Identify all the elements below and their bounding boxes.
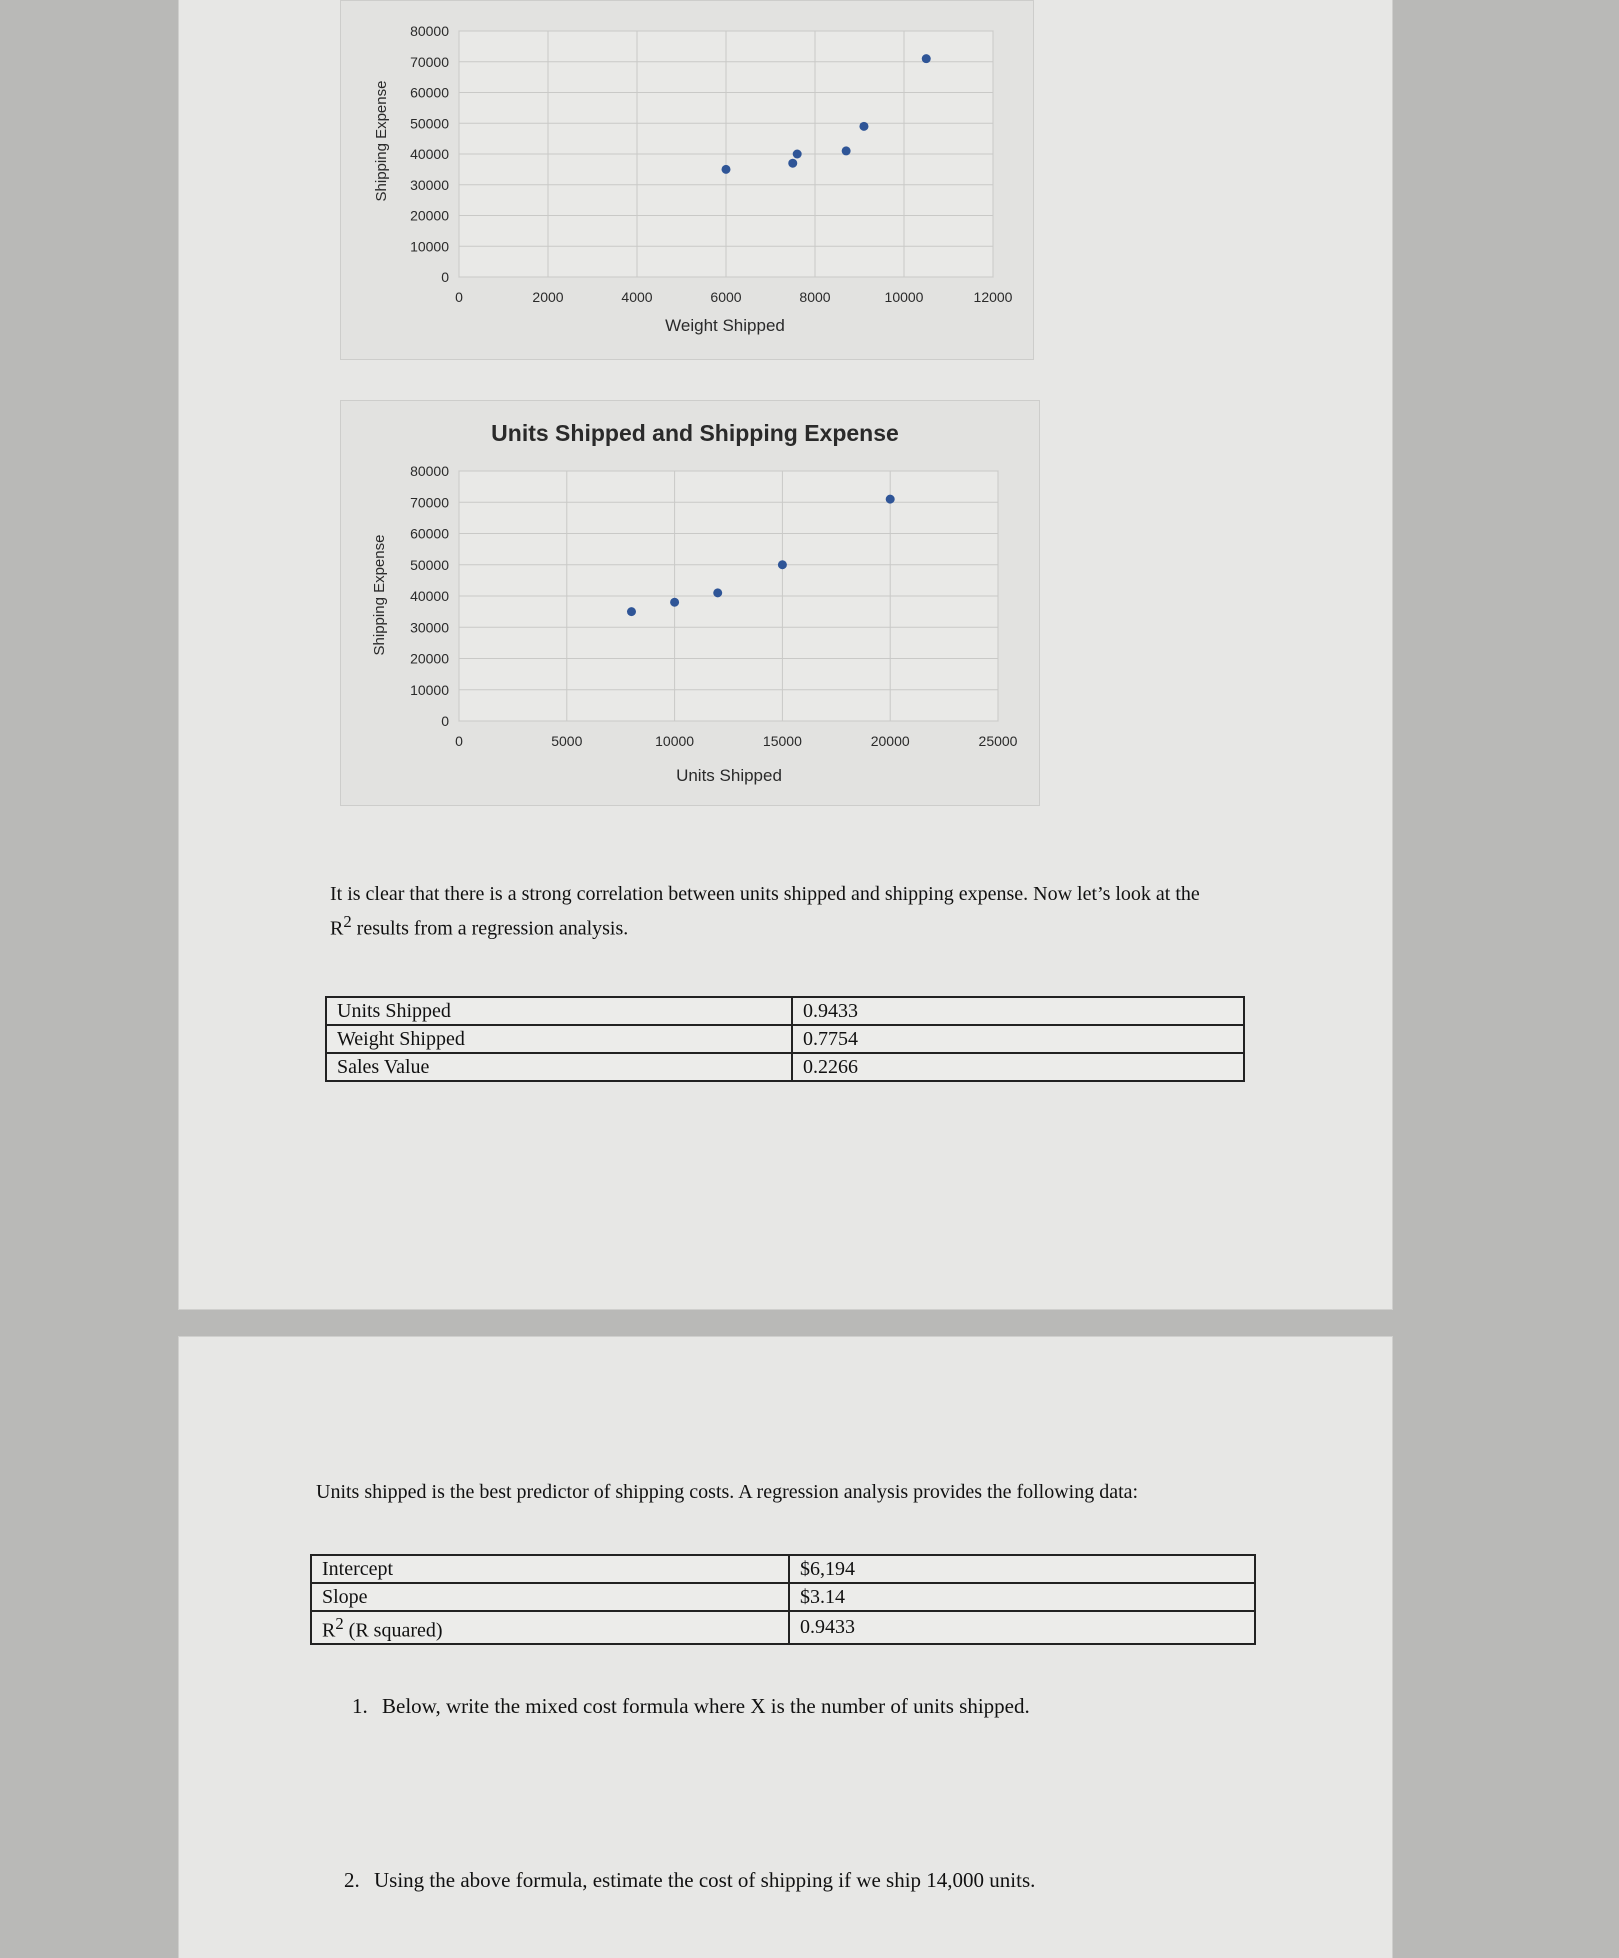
table-row [326, 1053, 1244, 1081]
superscript: 2 [343, 912, 352, 931]
y-tick-label: 80000 [410, 23, 449, 39]
paragraph-text-end: results from a regression analysis. [351, 917, 629, 940]
table-cell-label: Weight Shipped [326, 1025, 792, 1053]
table-cell-value: 0.9433 [792, 997, 1244, 1025]
data-point [793, 150, 802, 159]
y-tick-label: 10000 [410, 238, 449, 255]
data-point [722, 165, 731, 174]
x-tick-label: 0 [455, 733, 463, 749]
y-tick-label: 50000 [410, 556, 449, 573]
predictor-paragraph: Units shipped is the best predictor of shipping costs. A regression analysis provides the following data: [316, 1481, 1139, 1503]
question-text: Using the above formula, estimate the cost of shipping if we ship 14,000 units. [374, 1868, 1036, 1892]
data-point [778, 560, 787, 569]
y-tick-label: 40000 [410, 146, 449, 162]
table-cell-value: 0.7754 [792, 1025, 1244, 1053]
y-tick-label: 20000 [410, 207, 449, 224]
data-point [859, 122, 868, 131]
r-letter: R [322, 1619, 336, 1642]
x-axis-label: Weight Shipped [665, 316, 785, 335]
y-tick-label: 20000 [410, 650, 449, 667]
y-axis-label: Shipping Expense [371, 534, 388, 656]
x-tick-label: 20000 [870, 733, 910, 749]
x-tick-label: 15000 [762, 733, 802, 749]
y-tick-label: 30000 [410, 619, 449, 636]
y-tick-label: 80000 [410, 463, 449, 479]
x-tick-label: 6000 [710, 289, 742, 305]
r-squared-table [325, 996, 1245, 1082]
table-cell-label: Intercept [311, 1555, 789, 1583]
y-tick-label: 60000 [410, 84, 449, 101]
page-sheet-lower [178, 1336, 1393, 1958]
x-tick-label: 10000 [655, 733, 695, 749]
y-axis-label: Shipping Expense [373, 80, 390, 202]
table-cell-value: $3.14 [789, 1583, 1255, 1611]
y-tick-label: 60000 [410, 525, 449, 542]
table-row [311, 1555, 1255, 1583]
weight-shipped-chart [340, 0, 1034, 360]
table-cell-value: 0.9433 [789, 1611, 1255, 1644]
x-tick-label: 2000 [532, 289, 564, 305]
y-tick-label: 30000 [410, 176, 449, 193]
y-tick-label: 0 [441, 713, 449, 729]
table-cell-label: Sales Value [326, 1053, 792, 1081]
question-2 [344, 1868, 1035, 1893]
regression-table [310, 1554, 1256, 1645]
data-point [627, 607, 636, 616]
table-cell-value: 0.2266 [792, 1053, 1244, 1081]
x-tick-label: 25000 [978, 733, 1018, 749]
data-point [713, 588, 722, 597]
r-squared-text: (R squared) [343, 1619, 443, 1642]
x-axis-label: Units Shipped [676, 766, 782, 785]
x-tick-label: 5000 [551, 733, 583, 749]
table-row [311, 1583, 1255, 1611]
y-tick-label: 10000 [410, 681, 449, 698]
data-point [788, 159, 797, 168]
x-tick-label: 4000 [621, 289, 653, 305]
table-cell-label: Slope [311, 1583, 789, 1611]
y-tick-label: 0 [441, 269, 449, 285]
weight-chart-svg [341, 1, 1035, 361]
units-shipped-chart [340, 400, 1040, 806]
table-cell-label [311, 1611, 789, 1644]
y-tick-label: 50000 [410, 115, 449, 132]
question-number: 2. [344, 1868, 360, 1892]
correlation-paragraph [330, 880, 1210, 943]
superscript: 2 [335, 1614, 344, 1633]
y-tick-label: 40000 [410, 588, 449, 604]
data-point [886, 495, 895, 504]
x-tick-label: 12000 [973, 289, 1013, 305]
table-row [326, 997, 1244, 1025]
units-chart-svg [341, 401, 1041, 807]
data-point [842, 146, 851, 155]
table-cell-label: Units Shipped [326, 997, 792, 1025]
paragraph-text: It is clear that there is a strong correlation between units shipped and shipping expense. Now let’s look at the R [330, 883, 1200, 940]
table-row [311, 1611, 1255, 1644]
y-tick-label: 70000 [410, 494, 449, 511]
table-cell-value: $6,194 [789, 1555, 1255, 1583]
x-tick-label: 0 [455, 289, 463, 305]
x-tick-label: 10000 [884, 289, 924, 305]
data-point [670, 598, 679, 607]
data-point [922, 54, 931, 63]
table-row [326, 1025, 1244, 1053]
question-1 [352, 1694, 1030, 1719]
question-text: Below, write the mixed cost formula where X is the number of units shipped. [382, 1694, 1030, 1718]
y-tick-label: 70000 [410, 53, 449, 70]
question-number: 1. [352, 1694, 368, 1718]
x-tick-label: 8000 [799, 289, 831, 305]
chart-title: Units Shipped and Shipping Expense [491, 420, 899, 446]
